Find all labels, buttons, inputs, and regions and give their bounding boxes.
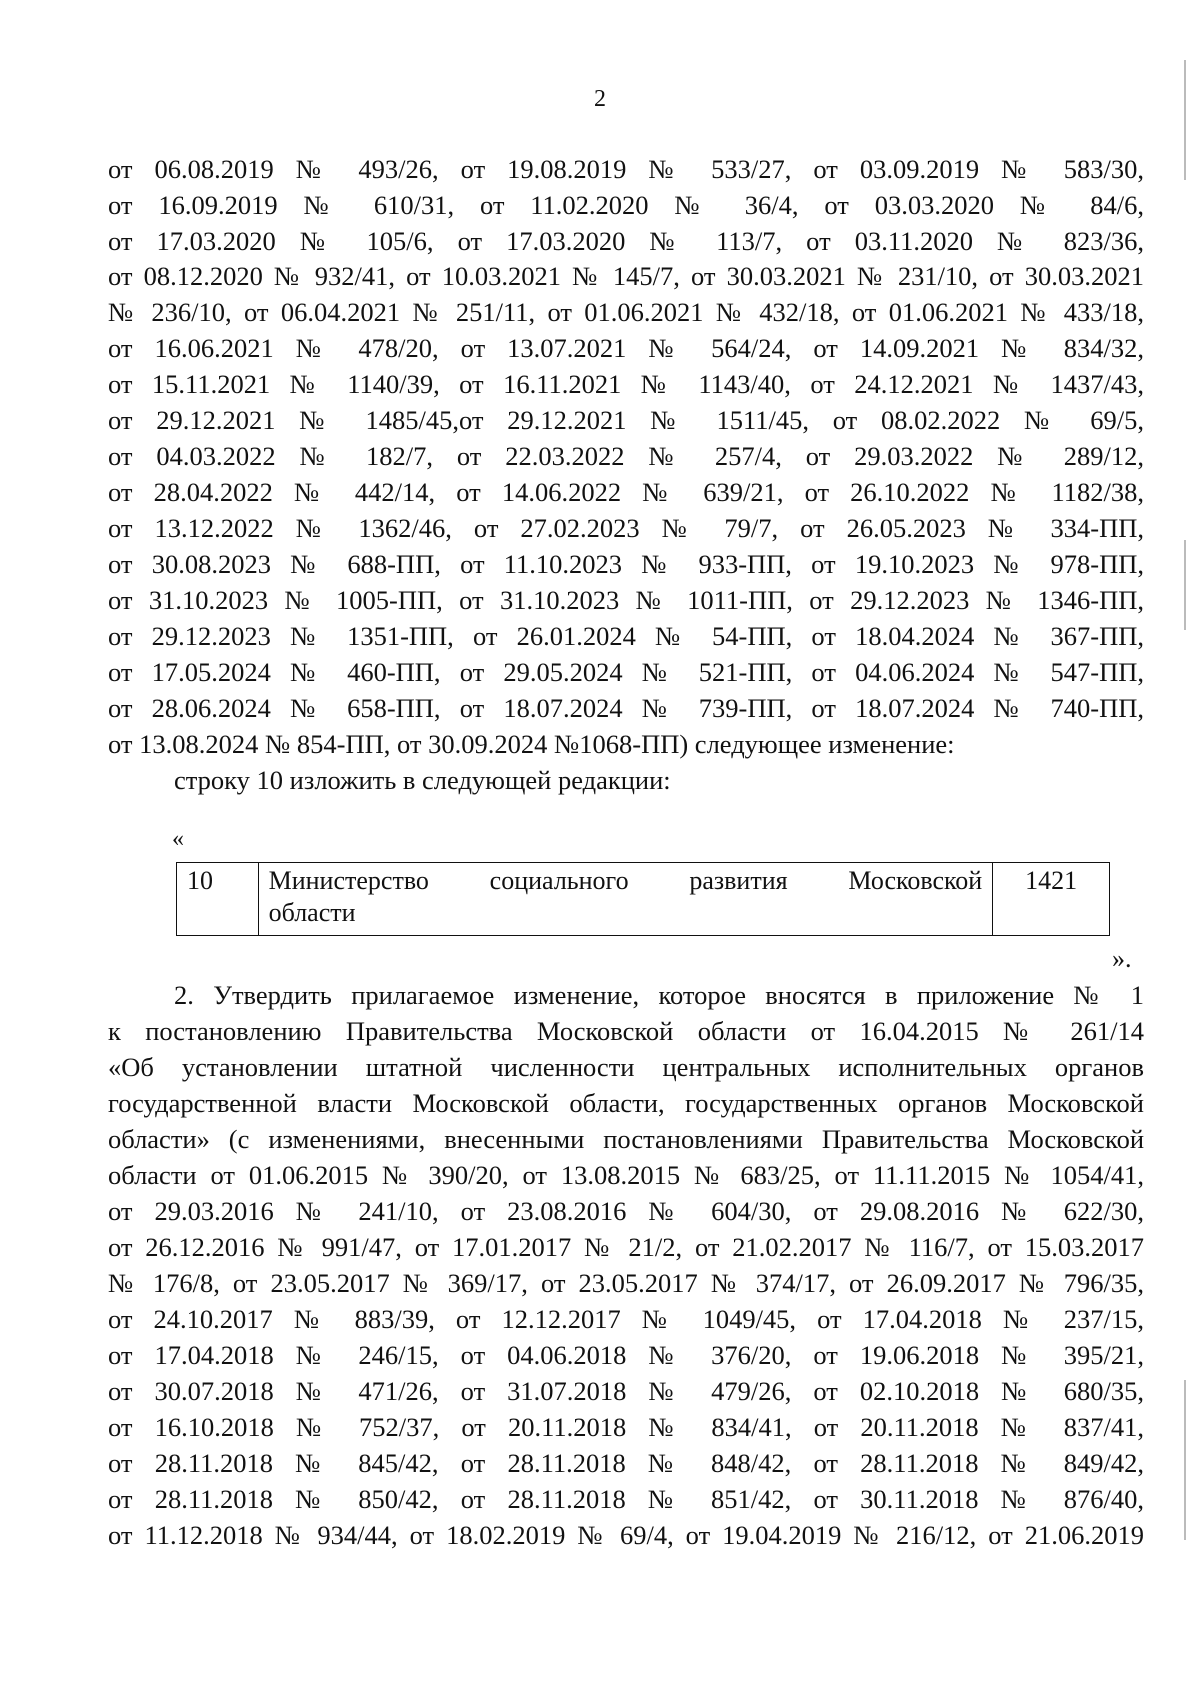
row-name-line-1: Министерство социального развития Московской xyxy=(268,866,983,895)
text-line: от 26.12.2016 № 991/47, от 17.01.2017 № 21/2, от 21.02.2017 № 116/7, от 15.03.2017 xyxy=(108,1232,1144,1262)
text-line: от 17.03.2020 № 105/6, от 17.03.2020 № 113/7, от 03.11.2020 № 823/36, xyxy=(108,226,1144,256)
instruction-line: строку 10 изложить в следующей редакции: xyxy=(174,765,671,795)
row-name-cell xyxy=(258,863,993,936)
row-number-cell: 10 xyxy=(177,863,259,936)
text-line: от 28.11.2018 № 850/42, от 28.11.2018 № 851/42, от 30.11.2018 № 876/40, xyxy=(108,1484,1144,1514)
text-line: от 13.12.2022 № 1362/46, от 27.02.2023 № 79/7, от 26.05.2023 № 334-ПП, xyxy=(108,513,1144,543)
text-line: от 28.11.2018 № 845/42, от 28.11.2018 № 848/42, от 28.11.2018 № 849/42, xyxy=(108,1448,1144,1478)
text-line: от 30.07.2018 № 471/26, от 31.07.2018 № 479/26, от 02.10.2018 № 680/35, xyxy=(108,1376,1144,1406)
text-line: от 17.05.2024 № 460-ПП, от 29.05.2024 № 521-ПП, от 04.06.2024 № 547-ПП, xyxy=(108,657,1144,687)
row-quantity-cell: 1421 xyxy=(993,863,1110,936)
text-line: от 24.10.2017 № 883/39, от 12.12.2017 № 1049/45, от 17.04.2018 № 237/15, xyxy=(108,1304,1144,1334)
text-line: от 16.06.2021 № 478/20, от 13.07.2021 № 564/24, от 14.09.2021 № 834/32, xyxy=(108,333,1144,363)
text-line: № 176/8, от 23.05.2017 № 369/17, от 23.05.2017 № 374/17, от 26.09.2017 № 796/35, xyxy=(108,1268,1144,1298)
text-line: от 06.08.2019 № 493/26, от 19.08.2019 № 533/27, от 03.09.2019 № 583/30, xyxy=(108,154,1144,184)
quote-open: « xyxy=(172,826,184,852)
replacement-row-table xyxy=(176,862,1110,936)
text-line: от 28.06.2024 № 658-ПП, от 18.07.2024 № 739-ПП, от 18.07.2024 № 740-ПП, xyxy=(108,693,1144,723)
table-row xyxy=(177,863,1110,936)
text-line: от 17.04.2018 № 246/15, от 04.06.2018 № 376/20, от 19.06.2018 № 395/21, xyxy=(108,1340,1144,1370)
text-line: к постановлению Правительства Московской области от 16.04.2015 № 261/14 xyxy=(108,1016,1144,1046)
text-line: от 13.08.2024 № 854-ПП, от 30.09.2024 №1068-ПП) следующее изменение: xyxy=(108,729,955,759)
text-line: от 11.12.2018 № 934/44, от 18.02.2019 № 69/4, от 19.04.2019 № 216/12, от 21.06.2019 xyxy=(108,1520,1144,1550)
text-line: от 08.12.2020 № 932/41, от 10.03.2021 № 145/7, от 30.03.2021 № 231/10, от 30.03.2021 xyxy=(108,261,1144,291)
text-line: государственной власти Московской области, государственных органов Московской xyxy=(108,1088,1144,1118)
text-line: области от 01.06.2015 № 390/20, от 13.08.2015 № 683/25, от 11.11.2015 № 1054/41, xyxy=(108,1160,1144,1190)
text-line: от 04.03.2022 № 182/7, от 22.03.2022 № 257/4, от 29.03.2022 № 289/12, xyxy=(108,441,1144,471)
text-line: от 29.12.2021 № 1485/45,от 29.12.2021 № 1511/45, от 08.02.2022 № 69/5, xyxy=(108,405,1144,435)
scan-edge-mark xyxy=(1184,60,1186,180)
text-line: от 29.12.2023 № 1351-ПП, от 26.01.2024 № 54-ПП, от 18.04.2024 № 367-ПП, xyxy=(108,621,1144,651)
text-line: 2. Утвердить прилагаемое изменение, которое вносятся в приложение № 1 xyxy=(174,980,1144,1010)
text-line: от 29.03.2016 № 241/10, от 23.08.2016 № 604/30, от 29.08.2016 № 622/30, xyxy=(108,1196,1144,1226)
text-line: от 15.11.2021 № 1140/39, от 16.11.2021 № 1143/40, от 24.12.2021 № 1437/43, xyxy=(108,369,1144,399)
text-line: № 236/10, от 06.04.2021 № 251/11, от 01.06.2021 № 432/18, от 01.06.2021 № 433/18, xyxy=(108,297,1144,327)
text-line: области» (с изменениями, внесенными постановлениями Правительства Московской xyxy=(108,1124,1144,1154)
text-line: от 16.09.2019 № 610/31, от 11.02.2020 № 36/4, от 03.03.2020 № 84/6, xyxy=(108,190,1144,220)
text-line: от 31.10.2023 № 1005-ПП, от 31.10.2023 № 1011-ПП, от 29.12.2023 № 1346-ПП, xyxy=(108,585,1144,615)
scan-edge-mark xyxy=(1184,1380,1186,1540)
text-line: от 30.08.2023 № 688-ПП, от 11.10.2023 № 933-ПП, от 19.10.2023 № 978-ПП, xyxy=(108,549,1144,579)
text-line: от 28.04.2022 № 442/14, от 14.06.2022 № 639/21, от 26.10.2022 № 1182/38, xyxy=(108,477,1144,507)
quote-close: ». xyxy=(1112,944,1132,973)
row-name-line-2: области xyxy=(268,898,356,927)
scan-edge-mark xyxy=(1184,540,1186,630)
text-line: «Об установлении штатной численности центральных исполнительных органов xyxy=(108,1052,1144,1082)
text-line: от 16.10.2018 № 752/37, от 20.11.2018 № 834/41, от 20.11.2018 № 837/41, xyxy=(108,1412,1144,1442)
page-number: 2 xyxy=(594,86,606,112)
